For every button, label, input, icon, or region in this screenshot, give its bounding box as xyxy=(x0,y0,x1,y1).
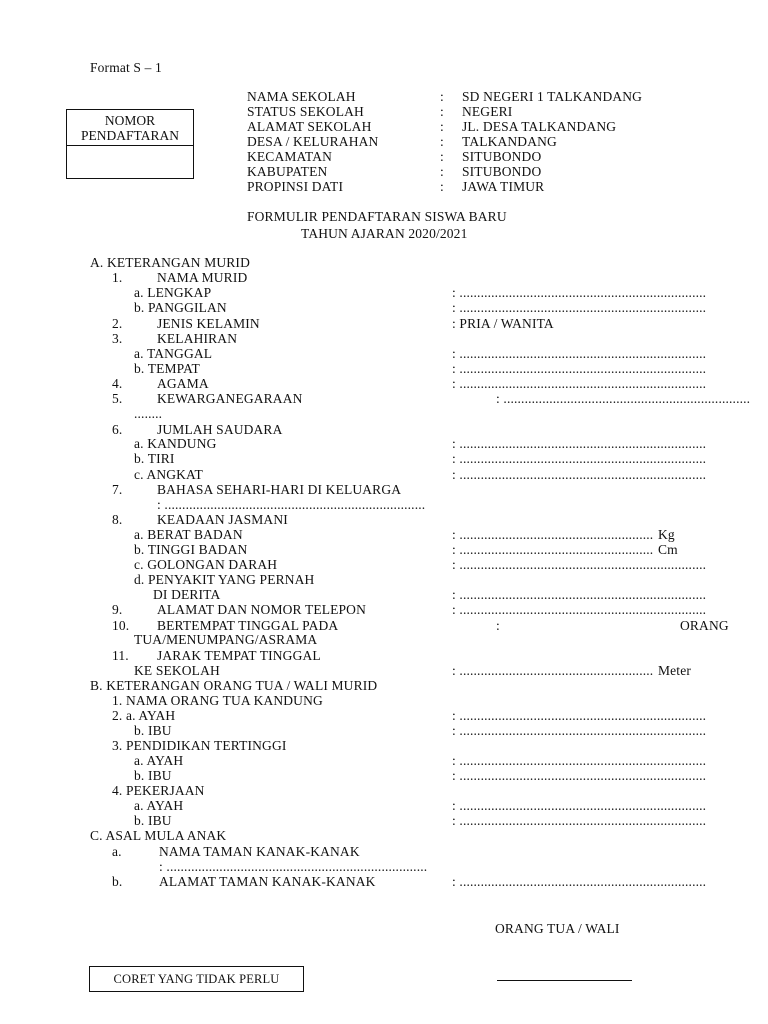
fill-blank[interactable]: : ...................................................................... xyxy=(452,467,707,482)
fill-blank[interactable]: : ...................................................................... xyxy=(452,346,707,361)
item-label: ALAMAT DAN NOMOR TELEPON xyxy=(157,602,366,617)
colon: : xyxy=(496,618,500,633)
fill-blank[interactable]: : ...................................................................... xyxy=(452,798,707,813)
unit-label: Meter xyxy=(658,663,691,678)
item-label-continuation: TUA/MENUMPANG/ASRAMA xyxy=(134,632,318,647)
sub-item-label: d. PENYAKIT YANG PERNAH xyxy=(134,572,315,587)
item-number: 8. xyxy=(112,512,123,527)
format-label: Format S – 1 xyxy=(90,60,162,75)
item-number: a. xyxy=(112,844,122,859)
item-number: 4. xyxy=(112,376,123,391)
school-label: PROPINSI DATI xyxy=(247,179,344,194)
strike-unnecessary-note: CORET YANG TIDAK PERLU xyxy=(113,972,280,986)
school-value: JL. DESA TALKANDANG xyxy=(462,119,617,134)
school-value: TALKANDANG xyxy=(462,134,557,149)
fill-blank[interactable]: : ...................................................................... xyxy=(452,874,707,889)
item-number: 9. xyxy=(112,602,123,617)
sub-item-label: a. AYAH xyxy=(134,798,184,813)
item-label: 3. PENDIDIKAN TERTINGGI xyxy=(112,738,287,753)
item-label: JENIS KELAMIN xyxy=(157,316,260,331)
item-label-continuation: KE SEKOLAH xyxy=(134,663,220,678)
school-sep: : xyxy=(440,134,444,149)
item-label: 4. PEKERJAAN xyxy=(112,783,205,798)
registration-number-field[interactable] xyxy=(67,146,193,178)
sub-item-label: b. TEMPAT xyxy=(134,361,200,376)
section-a-title: A. KETERANGAN MURID xyxy=(90,255,250,270)
fill-blank[interactable]: : ...................................................................... xyxy=(452,451,707,466)
fill-blank[interactable]: : ...................................................................... xyxy=(452,285,707,300)
school-label: NAMA SEKOLAH xyxy=(247,89,356,104)
item-label: JARAK TEMPAT TINGGAL xyxy=(157,648,321,663)
unit-label: Kg xyxy=(658,527,675,542)
school-sep: : xyxy=(440,149,444,164)
item-label: JUMLAH SAUDARA xyxy=(157,422,283,437)
item-label: KELAHIRAN xyxy=(157,331,238,346)
item-number: b. xyxy=(112,874,123,889)
fill-blank[interactable]: : ...................................................................... xyxy=(452,708,707,723)
unit-label: Cm xyxy=(658,542,678,557)
fill-blank[interactable]: : ...................................................................... xyxy=(452,602,707,617)
sub-item-label: c. GOLONGAN DARAH xyxy=(134,557,278,572)
school-sep: : xyxy=(440,89,444,104)
item-label: KEWARGANEGARAAN xyxy=(157,391,303,406)
item-label: NAMA MURID xyxy=(157,270,248,285)
item-number: 11. xyxy=(112,648,129,663)
item-number: 5. xyxy=(112,391,123,406)
sub-item-label-continuation: DI DERITA xyxy=(153,587,221,602)
item-number: 1. xyxy=(112,270,123,285)
fill-blank[interactable]: : ...................................................................... xyxy=(452,557,707,572)
sub-item-label: a. KANDUNG xyxy=(134,436,217,451)
item-label: ALAMAT TAMAN KANAK-KANAK xyxy=(159,874,376,889)
item-label: AGAMA xyxy=(157,376,209,391)
academic-year-title: TAHUN AJARAN 2020/2021 xyxy=(301,226,468,241)
gender-options[interactable]: : PRIA / WANITA xyxy=(452,316,554,331)
registration-number-label-1: NOMOR xyxy=(104,113,156,128)
signature-line[interactable] xyxy=(497,980,632,981)
registration-number-header xyxy=(67,110,193,146)
sub-item-label: a. TANGGAL xyxy=(134,346,213,361)
item-label: 2. a. AYAH xyxy=(112,708,176,723)
item-number: 7. xyxy=(112,482,123,497)
item-number: 2. xyxy=(112,316,123,331)
school-value: JAWA TIMUR xyxy=(462,179,545,194)
school-sep: : xyxy=(440,164,444,179)
fill-blank[interactable]: : ....................................................... xyxy=(452,663,654,678)
fill-blank[interactable]: : ...................................................................... xyxy=(496,391,751,406)
school-label: ALAMAT SEKOLAH xyxy=(247,119,372,134)
fill-blank[interactable]: : ....................................................... xyxy=(452,527,654,542)
school-label: KABUPATEN xyxy=(247,164,328,179)
sub-item-label: b. IBU xyxy=(134,723,172,738)
form-title: FORMULIR PENDAFTARAN SISWA BARU xyxy=(247,209,507,224)
sub-item-label: b. IBU xyxy=(134,813,172,828)
school-label: KECAMATAN xyxy=(247,149,333,164)
fill-blank[interactable]: : ...................................................................... xyxy=(452,753,707,768)
item-label: 1. NAMA ORANG TUA KANDUNG xyxy=(112,693,323,708)
sub-item-label: b. TIRI xyxy=(134,451,175,466)
note-box xyxy=(89,966,304,992)
school-value: SD NEGERI 1 TALKANDANG xyxy=(462,89,643,104)
sub-item-label: b. TINGGI BADAN xyxy=(134,542,248,557)
school-label: STATUS SEKOLAH xyxy=(247,104,364,119)
item-label: BAHASA SEHARI-HARI DI KELUARGA xyxy=(157,482,402,497)
item-label: NAMA TAMAN KANAK-KANAK xyxy=(159,844,360,859)
school-sep: : xyxy=(440,119,444,134)
fill-blank[interactable]: : ...................................................................... xyxy=(452,768,707,783)
fill-blank[interactable]: : ...................................................................... xyxy=(452,813,707,828)
fill-blank-continuation: ........ xyxy=(134,406,163,421)
fill-blank[interactable]: : ...................................................................... xyxy=(452,361,707,376)
fill-blank[interactable]: : .......................................................................... xyxy=(159,859,428,874)
guardian-signature-label: ORANG TUA / WALI xyxy=(495,921,620,936)
section-c-title: C. ASAL MULA ANAK xyxy=(90,828,227,843)
item-number: 6. xyxy=(112,422,123,437)
sub-item-label: a. BERAT BADAN xyxy=(134,527,243,542)
fill-blank[interactable]: : ...................................................................... xyxy=(452,376,707,391)
fill-blank[interactable]: : .......................................................................... xyxy=(157,497,426,512)
fill-blank[interactable]: : ...................................................................... xyxy=(452,723,707,738)
option-text: ORANG xyxy=(680,618,729,633)
school-value: NEGERI xyxy=(462,104,513,119)
item-number: 3. xyxy=(112,331,123,346)
school-value: SITUBONDO xyxy=(462,149,542,164)
item-number: 10. xyxy=(112,618,130,633)
fill-blank[interactable]: : ...................................................................... xyxy=(452,300,707,315)
sub-item-label: c. ANGKAT xyxy=(134,467,203,482)
item-label: BERTEMPAT TINGGAL PADA xyxy=(157,618,339,633)
sub-item-label: a. LENGKAP xyxy=(134,285,212,300)
registration-number-box xyxy=(66,109,194,179)
school-sep: : xyxy=(440,179,444,194)
school-label: DESA / KELURAHAN xyxy=(247,134,379,149)
fill-blank[interactable]: : ....................................................... xyxy=(452,542,654,557)
section-b-title: B. KETERANGAN ORANG TUA / WALI MURID xyxy=(90,678,378,693)
fill-blank[interactable]: : ...................................................................... xyxy=(452,587,707,602)
registration-number-label-2: PENDAFTARAN xyxy=(81,128,179,143)
school-sep: : xyxy=(440,104,444,119)
sub-item-label: b. IBU xyxy=(134,768,172,783)
school-value: SITUBONDO xyxy=(462,164,542,179)
sub-item-label: b. PANGGILAN xyxy=(134,300,227,315)
sub-item-label: a. AYAH xyxy=(134,753,184,768)
fill-blank[interactable]: : ...................................................................... xyxy=(452,436,707,451)
item-label: KEADAAN JASMANI xyxy=(157,512,288,527)
